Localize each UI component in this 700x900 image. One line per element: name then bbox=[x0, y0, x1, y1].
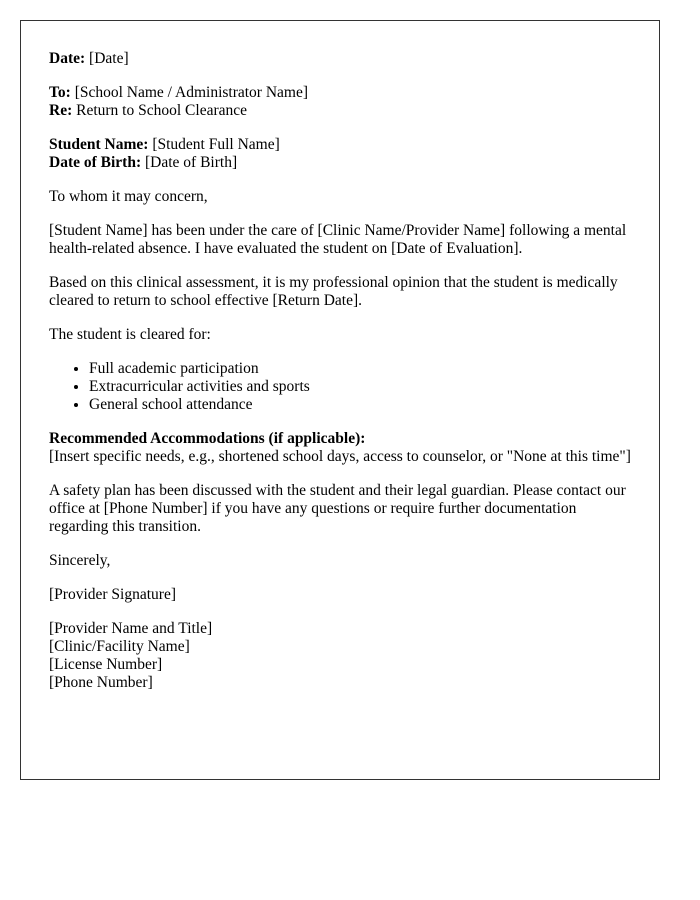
provider-signature: [Provider Signature] bbox=[49, 586, 176, 603]
list-item: • General school attendance bbox=[89, 396, 631, 414]
accommodations-label: Recommended Accommodations (if applicable): bbox=[49, 430, 366, 447]
provider-name-title: [Provider Name and Title] bbox=[49, 620, 213, 637]
dob-label: Date of Birth: bbox=[49, 154, 142, 171]
list-item: • Extracurricular activities and sports bbox=[89, 378, 631, 396]
paragraph-clearance-opinion: Based on this clinical assessment, it is my professional opinion that the student is medically cleared to return to school effective [Return Date]. bbox=[49, 274, 618, 309]
cleared-for-intro: The student is cleared for: bbox=[49, 326, 211, 343]
date-value: [Date] bbox=[85, 50, 129, 67]
accommodations-text: [Insert specific needs, e.g., shortened school days, access to counselor, or "None at this time"] bbox=[49, 448, 631, 465]
to-line bbox=[49, 84, 631, 102]
to-value: [School Name / Administrator Name] bbox=[70, 84, 309, 101]
student-name-label: Student Name: bbox=[49, 136, 149, 153]
list-item: • Full academic participation bbox=[89, 360, 631, 378]
salutation: To whom it may concern, bbox=[49, 188, 208, 205]
letter-page bbox=[20, 20, 660, 780]
safety-plan-paragraph: A safety plan has been discussed with the student and their legal guardian. Please contact our office at [Phone Number] if you have any questions or require further documentation regarding this transition. bbox=[49, 482, 626, 535]
dob-line bbox=[49, 154, 631, 172]
provider-details bbox=[49, 620, 631, 692]
dob-value: [Date of Birth] bbox=[141, 154, 238, 171]
license-number: [License Number] bbox=[49, 656, 163, 673]
re-label: Re: bbox=[49, 102, 73, 119]
phone-number: [Phone Number] bbox=[49, 674, 153, 691]
re-value: Return to School Clearance bbox=[72, 102, 248, 119]
paragraph-evaluation: [Student Name] has been under the care of [Clinic Name/Provider Name] following a mental health-related absence. I have evaluated the student on [Date of Evaluation]. bbox=[49, 222, 627, 257]
cleared-for-list bbox=[49, 360, 631, 414]
re-line bbox=[49, 102, 631, 120]
to-label: To: bbox=[49, 84, 71, 101]
date-label: Date: bbox=[49, 50, 86, 67]
recipient-block bbox=[49, 84, 631, 120]
clinic-name: [Clinic/Facility Name] bbox=[49, 638, 190, 655]
student-name-line bbox=[49, 136, 631, 154]
sign-off: Sincerely, bbox=[49, 552, 111, 569]
student-info-block bbox=[49, 136, 631, 172]
date-line bbox=[49, 50, 631, 68]
accommodations-block bbox=[49, 430, 631, 466]
student-name-value: [Student Full Name] bbox=[148, 136, 280, 153]
